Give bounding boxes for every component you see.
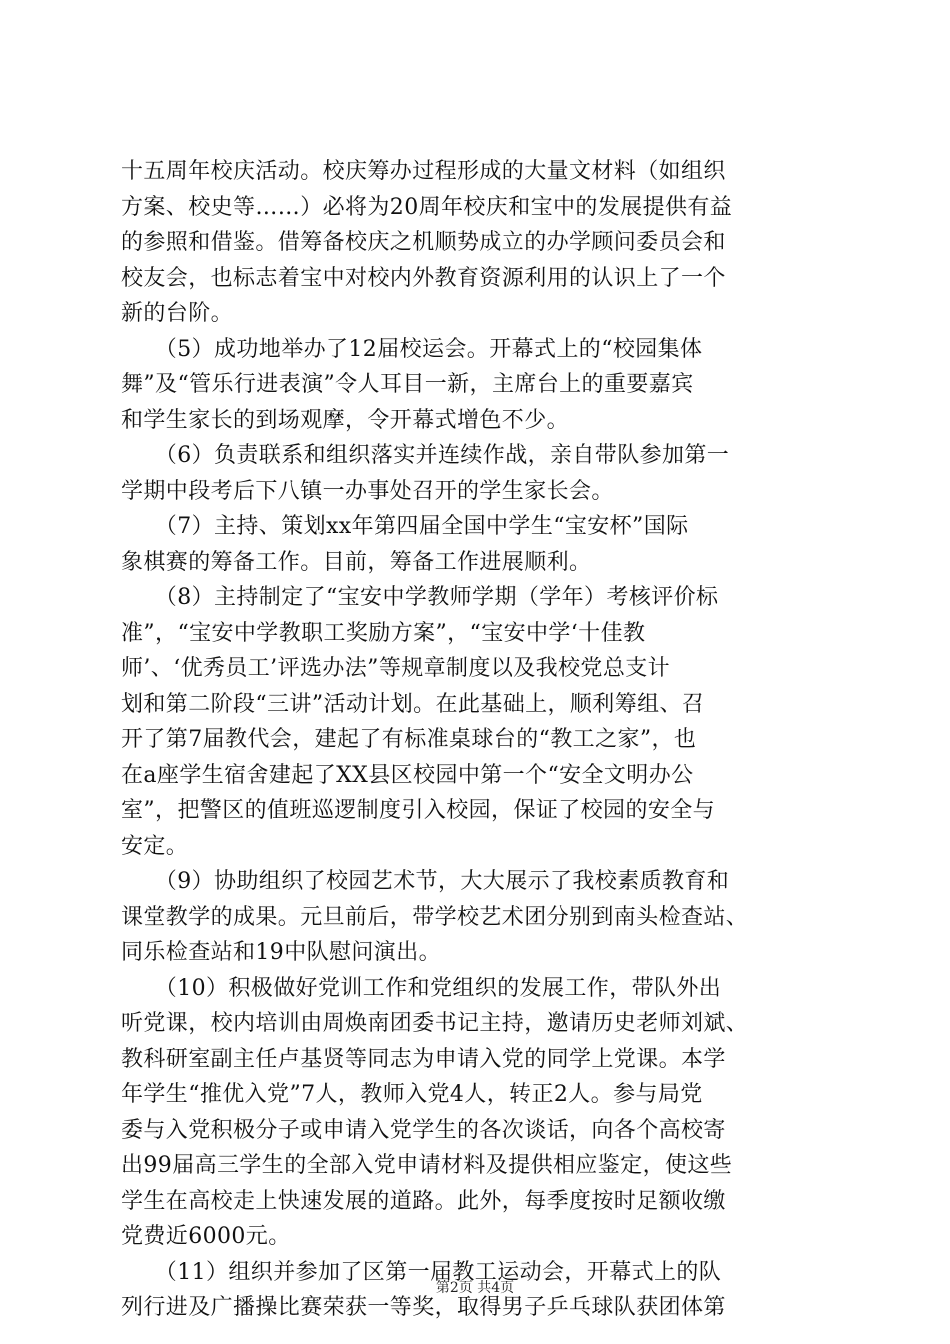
- text-line: 划和第二阶段“三讲”活动计划。在此基础上，顺利筹组、召: [121, 691, 705, 717]
- text-line: 教科研室副主任卢基贤等同志为申请入党的同学上党课。本学: [121, 1046, 726, 1072]
- text-line: 安定。: [121, 833, 189, 859]
- body-text: [121, 154, 833, 1326]
- text-line: 学生在高校走上快速发展的道路。此外，每季度按时足额收缴: [121, 1188, 726, 1214]
- text-line: 出99届高三学生的全部入党申请材料及提供相应鉴定，使这些: [121, 1153, 733, 1178]
- text-line: （11）组织并参加了区第一届教工运动会，开幕式上的队: [121, 1259, 722, 1285]
- text-line: 在a座学生宿舍建起了XX县区校园中第一个“安全文明办公: [121, 762, 694, 788]
- text-line: （5）成功地举办了12届校运会。开幕式上的“校园集体: [121, 336, 703, 362]
- text-line: （9）协助组织了校园艺术节，大大展示了我校素质教育和: [121, 869, 730, 894]
- text-line: 课堂教学的成果。元旦前后，带学校艺术团分别到南头检查站、: [121, 904, 749, 930]
- text-line: 准”，“宝安中学教职工奖励方案”，“宝安中学‘十佳教: [121, 620, 646, 646]
- text-line: 同乐检查站和19中队慰问演出。: [121, 940, 441, 965]
- text-line: （7）主持、策划xx年第四届全国中学生“宝安杯”国际: [121, 514, 689, 539]
- text-line: 十五周年校庆活动。校庆筹办过程形成的大量文材料（如组织: [121, 159, 726, 184]
- text-line: 舞”及“管乐行进表演”令人耳目一新，主席台上的重要嘉宾: [121, 372, 694, 397]
- page-number-footer: 第2页 共4页: [435, 1280, 515, 1296]
- text-line: 新的台阶。: [121, 301, 234, 326]
- text-line: 室”，把警区的值班巡逻制度引入校园，保证了校园的安全与: [121, 798, 716, 823]
- text-line: 校友会，也标志着宝中对校内外教育资源利用的认识上了一个: [121, 265, 726, 291]
- text-line: 听党课，校内培训由周焕南团委书记主持，邀请历史老师刘斌、: [121, 1011, 749, 1036]
- text-line: 学期中段考后下八镇一办事处召开的学生家长会。: [121, 478, 614, 504]
- text-line: 方案、校史等……）必将为20周年校庆和宝中的发展提供有益: [121, 194, 733, 220]
- text-line: 的参照和借鉴。借筹备校庆之机顺势成立的办学顾问委员会和: [121, 230, 726, 255]
- text-line: （10）积极做好党训工作和党组织的发展工作，带队外出: [121, 975, 722, 1001]
- text-line: 开了第7届教代会，建起了有标准桌球台的“教工之家”，也: [121, 727, 697, 752]
- text-line: （6）负责联系和组织落实并连续作战，亲自带队参加第一: [121, 443, 730, 468]
- text-line: 委与入党积极分子或申请入党学生的各次谈话，向各个高校寄: [121, 1117, 726, 1143]
- text-line: 党费近6000元。: [121, 1224, 291, 1249]
- text-line: 师’、‘优秀员工’评选办法”等规章制度以及我校党总支计: [121, 656, 671, 681]
- text-line: 列行进及广播操比赛荣获一等奖，取得男子乒乓球队获团体第: [121, 1295, 726, 1320]
- text-line: 年学生“推优入党”7人，教师入党4人，转正2人。参与局党: [121, 1082, 703, 1107]
- text-line: 和学生家长的到场观摩，令开幕式增色不少。: [121, 407, 570, 433]
- text-line: （8）主持制定了“宝安中学教师学期（学年）考核评价标: [121, 585, 719, 610]
- text-line: 象棋赛的筹备工作。目前，筹备工作进展顺利。: [121, 549, 592, 575]
